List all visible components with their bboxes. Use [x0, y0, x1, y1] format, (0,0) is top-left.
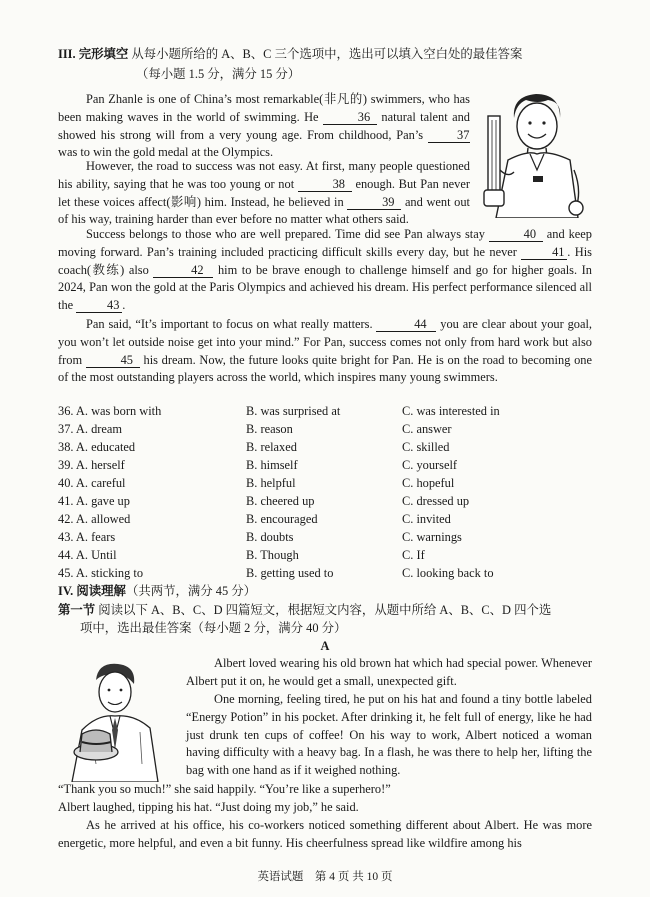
option-36-a: 36. A. was born with [58, 404, 162, 418]
option-45-b: B. getting used to [246, 566, 334, 580]
option-42-b: B. encouraged [246, 512, 318, 526]
cloze-p4-text-c: his dream. Now, the future looks quite bright for Pan. He is on the road to becoming one of the most outstanding players across the world, which inspires many young swimmers. [58, 352, 592, 385]
option-row-44 [58, 547, 618, 565]
option-42-c: C. invited [402, 512, 451, 526]
option-39-a: 39. A. herself [58, 458, 125, 472]
cloze-p3-text-b: and keep moving forward. Pan’s training included practicing difficult skills every day, but he never [58, 227, 592, 259]
blank-44: 44 [376, 318, 436, 332]
part1-text-line2: 项中，选出最佳答案（每小题 2 分，满分 40 分） [80, 621, 347, 635]
cloze-p3-text-a: Success belongs to those who are well prepared. Time did see Pan always stay [86, 227, 485, 241]
option-38-b: B. relaxed [246, 440, 297, 454]
option-row-39 [58, 457, 618, 475]
cloze-p2-text-a: However, the road to success was not easy. At first, many people questioned his ability, saying that he was too young or not [58, 159, 470, 191]
blank-45: 45 [86, 354, 140, 368]
cloze-p2-text-b: enough. But Pan never let these voices affect(影响) him. Instead, he believed in [58, 176, 470, 209]
option-row-38 [58, 439, 618, 457]
option-36-c: C. was interested in [402, 404, 500, 418]
option-39-b: B. himself [246, 458, 298, 472]
blank-41: 41 [521, 246, 567, 260]
passage-letter: A [320, 639, 330, 653]
option-39-c: C. yourself [402, 458, 458, 472]
option-40-b: B. helpful [246, 476, 296, 490]
cloze-p1-text-c: was to win the gold medal at the Olympics. [58, 145, 274, 160]
option-44-a: 44. A. Until [58, 548, 117, 562]
part1-instruction [58, 602, 628, 620]
option-40-a: 40. A. careful [58, 476, 126, 490]
cloze-p3-text-e: . [122, 298, 126, 313]
cloze-p3-text-c: . His coach(教练) also [58, 244, 592, 277]
cloze-p1-text-b: natural talent and showed his strong will from a very young age. From childhood, Pan’s [58, 109, 470, 142]
section4-heading [58, 583, 618, 601]
blank-36: 36 [323, 111, 377, 125]
section3-heading [58, 46, 618, 64]
cloze-paragraph-4 [58, 316, 592, 387]
option-43-c: C. warnings [402, 530, 462, 544]
section4-scoring: （共两节，满分 45 分） [125, 584, 257, 598]
passage-a-para2: One morning, feeling tired, he put on his hat and found a tiny bottle labeled “Energy Potion” in his pocket. After drinking it, he felt full of energy, like he had just drunk ten cups of coffee! On his way to work, Albert noticed a woman having difficulty with a heavy bag. In a flash, he was there to help her, lifting the bag with one hand as if it weighed nothing. [186, 692, 592, 778]
option-38-c: C. skilled [402, 440, 450, 454]
option-37-a: 37. A. dream [58, 422, 123, 436]
option-row-45 [58, 565, 618, 583]
option-41-b: B. cheered up [246, 494, 315, 508]
part1-label: 第一节 [58, 603, 96, 617]
passage-a-para4: Albert laughed, tipping his hat. “Just doing my job,” he said. [58, 800, 359, 814]
option-row-43 [58, 529, 618, 547]
option-37-c: C. answer [402, 422, 452, 436]
section3-number: III. [58, 47, 76, 61]
part1-text-line1: 阅读以下 A、B、C、D 四篇短文，根据短文内容，从题中所给 A、B、C、D 四个选 [98, 603, 552, 617]
man-with-hat-illustration [62, 660, 170, 782]
blank-38: 38 [298, 178, 352, 192]
option-row-41 [58, 493, 618, 511]
section4-number: IV. [58, 584, 74, 598]
section3-scoring: （每小题 1.5 分，满分 15 分） [136, 67, 301, 81]
option-44-c: C. If [402, 548, 425, 562]
blank-40: 40 [489, 228, 543, 242]
cloze-p1-text-a: Pan Zhanle is one of China’s most remarkable(非凡的) swimmers, who has been making waves in the world of swimming. He [58, 92, 470, 124]
option-41-a: 41. A. gave up [58, 494, 130, 508]
blank-43: 43 [76, 299, 122, 313]
passage-a-para3: “Thank you so much!” she said happily. “You’re like a superhero!” [58, 782, 391, 796]
blank-37: 37 [428, 129, 470, 143]
option-36-b: B. was surprised at [246, 404, 341, 418]
cloze-p2-text-c: and went out of his way, training harder than ever before no matter what others said. [58, 194, 470, 227]
option-row-42 [58, 511, 618, 529]
blank-42: 42 [153, 264, 213, 278]
option-40-c: C. hopeful [402, 476, 455, 490]
cloze-p4-text-b: you are clear about your goal, you won’t let outside noise get into your mind.” For Pan, success comes not only from hard work but also from [58, 317, 592, 367]
option-row-37 [58, 421, 618, 439]
option-42-a: 42. A. allowed [58, 512, 131, 526]
cloze-paragraph-1 [58, 91, 470, 162]
option-43-b: B. doubts [246, 530, 294, 544]
option-44-b: B. Though [246, 548, 299, 562]
passage-a-para1: Albert loved wearing his old brown hat which had special power. Whenever Albert put it on, he would get a small, unexpected gift. [186, 656, 592, 688]
option-43-a: 43. A. fears [58, 530, 116, 544]
option-37-b: B. reason [246, 422, 293, 436]
option-row-36 [58, 403, 618, 421]
swimmer-illustration [478, 90, 598, 218]
cloze-paragraph-3 [58, 226, 592, 315]
cloze-paragraph-2 [58, 158, 470, 229]
section4-title: 阅读理解 [76, 584, 126, 598]
cloze-p3-text-d: him to be brave enough to challenge himself and go for higher goals. In 2024, Pan won the gold at the Paris Olympics and achieved his dream. His perfect performance silenced all the [58, 262, 592, 313]
option-41-c: C. dressed up [402, 494, 470, 508]
page-footer: 英语试题 第 4 页 共 10 页 [257, 871, 393, 883]
passage-a-para5: As he arrived at his office, his co-workers noticed something different about Albert. He was more energetic, more helpful, and even a bit funny. His cheerfulness spread like wildfire among his [58, 818, 592, 850]
section3-title: 完形填空 [78, 47, 129, 61]
option-38-a: 38. A. educated [58, 440, 136, 454]
option-45-c: C. looking back to [402, 566, 494, 580]
cloze-p4-text-a: Pan said, “It’s important to focus on what really matters. [86, 317, 373, 331]
blank-39: 39 [347, 196, 401, 210]
option-45-a: 45. A. sticking to [58, 566, 144, 580]
section3-instruction: 从每小题所给的 A、B、C 三个选项中，选出可以填入空白处的最佳答案 [131, 47, 523, 61]
option-row-40 [58, 475, 618, 493]
